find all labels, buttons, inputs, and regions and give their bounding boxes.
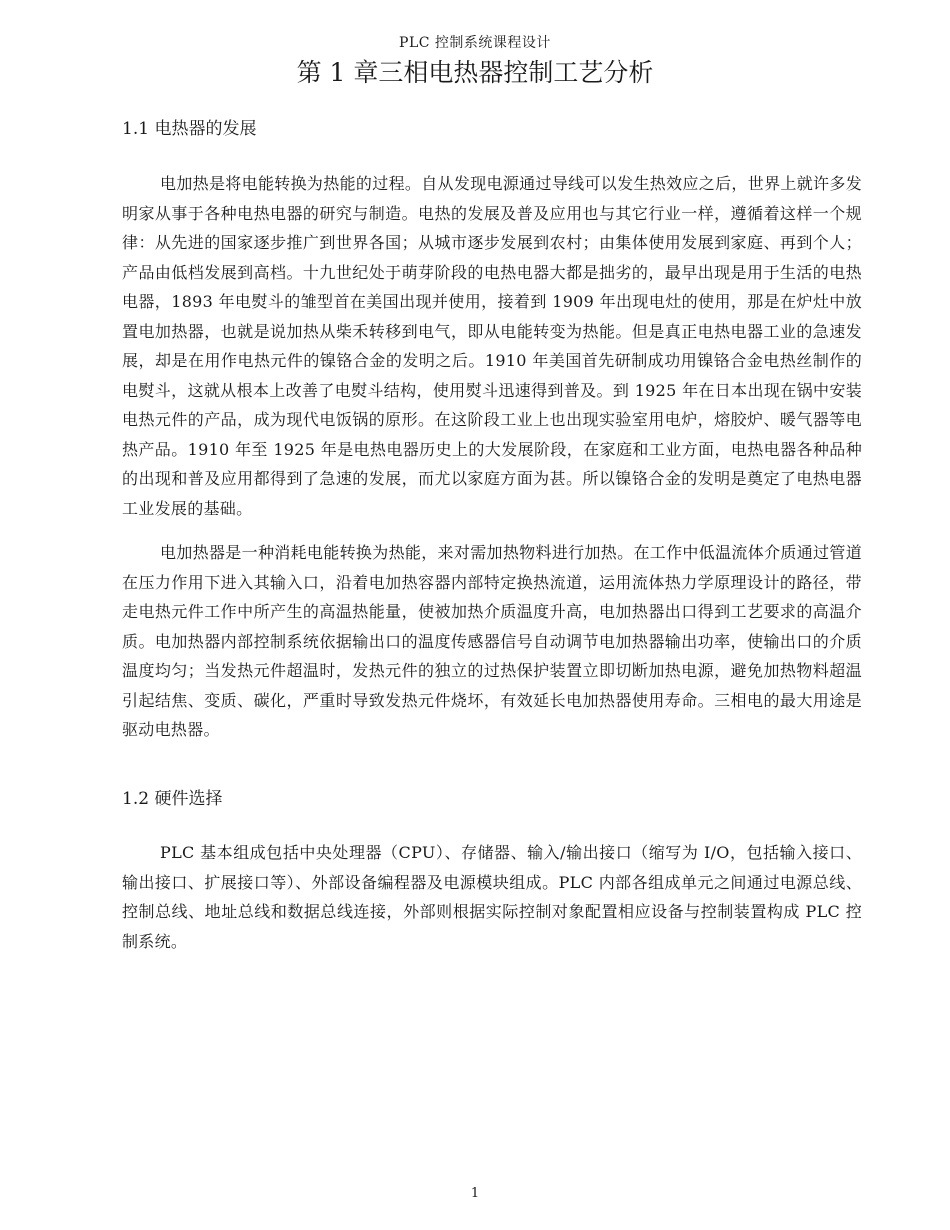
paragraph-electric-heating-history: 电加热是将电能转换为热能的过程。自从发现电源通过导线可以发生热效应之后，世界上就许多发明家从事于各种电热电器的研究与制造。电热的发展及普及应用也与其它行业一样，遵循着这样一个规律：从先进的国家逐步推广到世界各国；从城市逐步发展到农村；由集体使用发展到家庭、再到个人；产品由低档发展到高档。十九世纪处于萌芽阶段的电热电器大都是拙劣的，最早出现是用于生活的电热电器，1893 年电熨斗的雏型首在美国出现并使用，接着到 1909 年出现电灶的使用，那是在炉灶中放置电加热器，也就是说加热从柴禾转移到电气，即从电能转变为热能。但是真正电热电器工业的急速发展，却是在用作电热元件的镍铬合金的发明之后。1910 年美国首先研制成功用镍铬合金电热丝制作的电熨斗，这就从根本上改善了电熨斗结构，使用熨斗迅速得到普及。到 1925 年在日本出现在锅中安装电热元件的产品，成为现代电饭锅的原形。在这阶段工业上也出现实验室用电炉，熔胶炉、暖气器等电热产品。1910 年至 1925 年是电热电器历史上的大发展阶段，在家庭和工业方面，电热电器各种品种的出现和普及应用都得到了急速的发展，而尤以家庭方面为甚。所以镍铬合金的发明是奠定了电热电器工业发展的基础。 [122,174,862,518]
section-heading-1-2: 1.2 硬件选择 [122,789,223,809]
page-number: 1 [470,1186,480,1201]
chapter-title: 第 1 章三相电热器控制工艺分析 [296,58,654,87]
paragraph-plc-composition: PLC 基本组成包括中央处理器（CPU）、存储器、输入/输出接口（缩写为 I/O，包括输入接口、输出接口、扩展接口等）、外部设备编程器及电源模块组成。PLC 内部各组成单元之间通过电源总线、控制总线、地址总线和数据总线连接，外部则根据实际控制对象配置相应设备与控制装置构成 PLC 控制系统。 [122,843,862,951]
running-header: PLC 控制系统课程设计 [399,35,551,51]
paragraph-electric-heater-principle: 电加热器是一种消耗电能转换为热能，来对需加热物料进行加热。在工作中低温流体介质通过管道在压力作用下进入其输入口，沿着电加热容器内部特定换热流道，运用流体热力学原理设计的路径，带走电热元件工作中所产生的高温热能量，使被加热介质温度升高，电加热器出口得到工艺要求的高温介质。电加热器内部控制系统依据输出口的温度传感器信号自动调节电加热器输出功率，使输出口的介质温度均匀；当发热元件超温时，发热元件的独立的过热保护装置立即切断加热电源，避免加热物料超温引起结焦、变质、碳化，严重时导致发热元件烧坏，有效延长电加热器使用寿命。三相电的最大用途是驱动电热器。 [122,543,862,739]
section-heading-1-1: 1.1 电热器的发展 [122,119,257,139]
